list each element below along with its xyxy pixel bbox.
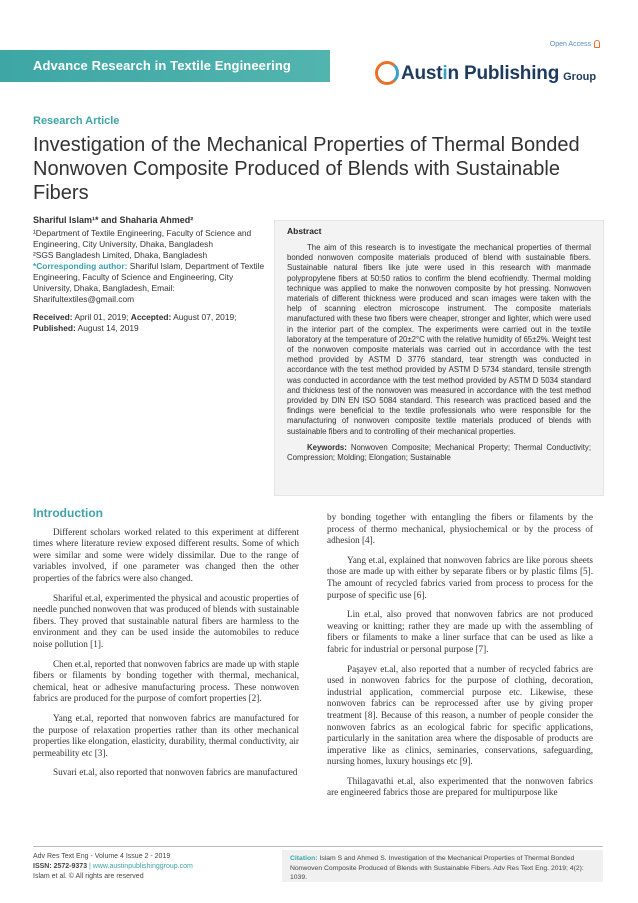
publisher-group: Group (563, 71, 597, 83)
publisher-logo-icon (375, 61, 399, 85)
article-dates: Received: April 01, 2019; Accepted: August 07, 2019; Published: August 14, 2019 (33, 312, 237, 333)
affiliation-1: ¹Department of Textile Engineering, Faculty of Science and Engineering, City University, Dhaka, Bangladesh (33, 228, 252, 249)
body-column-right (327, 512, 593, 807)
keywords: Keywords: Nonwoven Composite; Mechanical Property; Thermal Conductivity; Compression; Molding; Elongation; Sustainable (287, 442, 591, 463)
author-info (33, 215, 265, 334)
paragraph: Yang et.al, explained that nonwoven fabrics are like porous sheets those are made up with either by separate fibers or by plastic films [5]. The amount of recycled fabrics varied from process to process for the purpose of specific use [6]. (327, 554, 593, 600)
open-access-label (550, 40, 600, 48)
citation-text: Islam S and Ahmed S. Investigation of the Mechanical Properties of Thermal Bonded Nonwoven Composite Produced of Blends with Sustainable Fibers. Adv Res Text Eng. 2019; 4(2): 1039. (290, 855, 584, 881)
copyright: Islam et al. © All rights are reserved (33, 873, 144, 880)
publisher-name: Austin Publishing (401, 63, 560, 84)
paragraph: Shariful et.al, experimented the physical and acoustic properties of needle punched nonwoven that was produced of blends with sustainable fibers. They proved that sustainable natural fibers are harmless to the environment and they can be used inside the automobiles to reduce noise pollution [1]. (33, 592, 299, 649)
paragraph: Suvari et.al, also reported that nonwoven fabrics are manufactured (53, 767, 298, 778)
abstract-heading: Abstract (287, 226, 322, 236)
introduction-heading: Introduction (33, 506, 103, 520)
paragraph: Paşayev et.al, also reported that a number of recycled fabrics are used in nonwoven fabrics for the purpose of clothing, decoration, industrial application, commercial purpose etc. Likewise, these nonwoven fabrics can be reprocessed after use by giving proper treatment [8]. Because of this reason, a number of people consider the nonwoven fabrics as an ecological fabric for specific applications, particularly in the sanitation area where the disposable of products are imperative like as clinics, seminaries, conservations, safeguarding, nursing homes, luxury housings etc [9]. (327, 663, 593, 767)
paragraph: by bonding together with entangling the fibers or filaments by the process of thermo mechanical, physiochemical or by the process of adhesion [4]. (327, 512, 593, 546)
article-type: Research Article (33, 115, 120, 127)
paragraph: Chen et.al, reported that nonwoven fabrics are made up with staple fibers or filaments by bonding together with thermal, mechanical, chemical, heat or adhesive manufacturing process. These nonwoven fabrics are produced for the purpose of comfort properties [2]. (33, 658, 299, 704)
issn-line: ISSN: 2572-9373 | www.austinpublishinggroup.com (33, 863, 193, 870)
open-lock-icon (594, 40, 600, 48)
paragraph: Thilagavathi et.al, also experimented that the nonwoven fabrics are engineered fabrics those are prepared for multipurpose like (327, 775, 593, 798)
article-title: Investigation of the Mechanical Properties of Thermal Bonded Nonwoven Composite Produced of Blends with Sustainable Fibers (33, 134, 580, 204)
journal-issue: Adv Res Text Eng - Volume 4 Issue 2 - 2019 (33, 853, 171, 860)
abstract-text: The aim of this research is to investigate the mechanical properties of thermal bonded nonwoven composite materials produced of blend with sustainable fibers. Sustainable natural fibers like jute were used in this research with manmade polypropylene fibers at 50:50 ratios to confirm the blend ecofriendly. Thermal molding technique was applied to make the nonwoven composite by hot pressing. Nonwoven materials of different thickness were produced and scan images were taken with the help of scanning electron microscope instrument. The composite materials manufactured with these two fibers were cheaper, stronger and lighter, which were used in the interior part of the complex. The experiments were carried out in the textile laboratory at the temperature of 20±2°C with the relative humidity of 65±2%. Weight test of the nonwoven composite materials was carried out in accordance with the test method provided by ASTM D 3776 standard, tear strength was conducted in accordance with the test method provided by ASTM D 5734 standard, tensile strength was conducted in accordance with the test method provided by ASTM D 5034 standard and thickness test of the nonwoven was measured in accordance with the test method provided by DIN EN ISO 5084 standard. This research was practiced based and the findings were beneficial to the textile professionals who were responsible for the manufacturing of nonwoven composite textile materials produced of blends with sustainable fibers and to controlling of their mechanical properties. (287, 243, 591, 436)
corresponding-author: *Corresponding author: Shariful Islam, Department of Textile Engineering, Faculty of Science and Engineering, City University, Dhaka, Bangladesh, Email: Sharifultextiles@gmail.com (33, 261, 265, 304)
publisher-url-link[interactable]: | www.austinpublishinggroup.com (87, 863, 193, 870)
authors: Shariful Islam¹* and Shaharia Ahmed² (33, 215, 194, 225)
footer-journal-info (33, 852, 273, 882)
abstract-box (274, 220, 604, 496)
publisher-logo (375, 61, 596, 85)
footer-divider (33, 846, 603, 847)
journal-title: Advance Research in Textile Engineering (33, 58, 291, 73)
open-access-text: Open Access (549, 40, 591, 48)
citation-box: Citation: Islam S and Ahmed S. Investigation of the Mechanical Properties of Thermal Bonded Nonwoven Composite Produced of Blends with Sustainable Fibers. Adv Res Text Eng. 2019; 4(2): 1039. (282, 850, 603, 882)
paragraph: Yang et.al, reported that nonwoven fabrics are manufactured for the purpose of relaxation properties rather than its other mechanical properties like elongation, elasticity, durability, thermal conductivity, air permeability etc [3]. (33, 712, 299, 758)
body-column-left (33, 508, 299, 787)
paragraph: Lin et.al, also proved that nonwoven fabrics are not produced weaving or knitting; rather they are made up with the assembling of fibers or filaments to make a liner surface that can be used as like a fabric for industrial or personal purpose [7]. (327, 609, 593, 654)
affiliation-2: ²SGS Bangladesh Limited, Dhaka, Bangladesh (33, 250, 208, 260)
paragraph: Different scholars worked related to this experiment at different times where literature review exposed different results. Some of which were similar and some were widely dissimilar. Due to the range of variables involved, if one parameter was changed then the other properties of the fabrics were also changed. (33, 526, 299, 583)
